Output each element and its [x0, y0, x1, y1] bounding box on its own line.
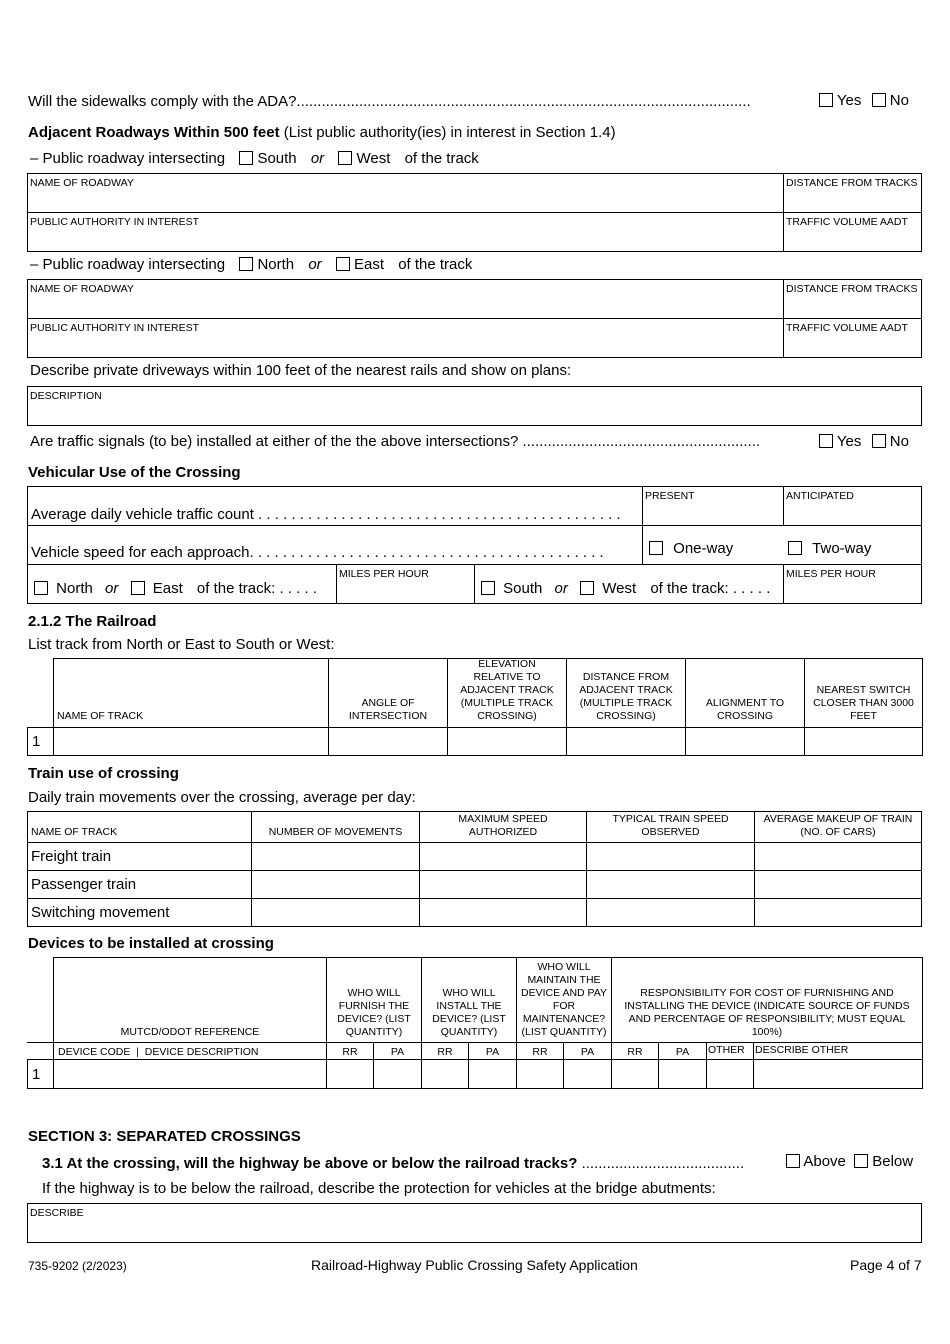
- install-rr-subheader-text: RR: [437, 1046, 453, 1058]
- install-pa-cell[interactable]: [468, 1059, 517, 1089]
- furnish-rr-subheader-text: RR: [342, 1046, 358, 1058]
- train-row-0-max-speed-cell[interactable]: [419, 842, 587, 871]
- traffic-anticipated-field[interactable]: [783, 486, 922, 526]
- device-description-cell[interactable]: [53, 1059, 327, 1089]
- road2-line: [30, 256, 472, 274]
- furnish-pa-subheader: [373, 1042, 422, 1060]
- cost-other-subheader: [706, 1042, 754, 1060]
- furnish-pa-cell[interactable]: [373, 1059, 422, 1089]
- train-row-1-movements-cell[interactable]: [251, 870, 420, 899]
- elevation-header: [447, 658, 567, 728]
- south-west-approach: [474, 564, 784, 604]
- signals-question: Are traffic signals (to be) installed at either of the the above intersections? .........................................................: [30, 433, 761, 450]
- alignment-cell[interactable]: [685, 727, 805, 756]
- angle-header: [328, 658, 448, 728]
- mph-label-1: MILES PER HOUR: [339, 568, 429, 580]
- adjacent-note: (List public authority(ies) in interest in Section 1.4): [279, 124, 616, 141]
- above-label: Above: [803, 1153, 846, 1170]
- road1-or: or: [310, 150, 325, 167]
- track-name-header-text: NAME OF TRACK: [57, 710, 144, 722]
- road2-traffic-field[interactable]: [783, 318, 922, 358]
- road1-intro: – Public roadway intersecting: [30, 150, 226, 167]
- cost-describe-other-subheader-text: DESCRIBE OTHER: [755, 1044, 849, 1056]
- track-row-number: [27, 727, 54, 756]
- signals-no-label: No: [889, 433, 909, 450]
- below-label: Below: [872, 1153, 914, 1170]
- abutment-describe-field[interactable]: [27, 1203, 922, 1243]
- twoway-label: Two-way: [812, 540, 872, 557]
- train-row-1-track-name-cell: [27, 870, 252, 899]
- signals-yes-label: Yes: [836, 433, 862, 450]
- train-name-header: [27, 811, 252, 843]
- speed-label: Vehicle speed for each approach. . . . . . . . . . . . . . . . . . . . . . . . . . . . . . . . . . . . . . . . . . .: [31, 544, 604, 561]
- install-header-text: WHO WILL INSTALL THE DEVICE? (LIST QUANTITY): [432, 987, 506, 1038]
- train-row-1-makeup-cell[interactable]: [754, 870, 922, 899]
- cost-other-subheader-text: OTHER: [708, 1044, 745, 1056]
- approach-south-label: South: [503, 580, 543, 597]
- road2-east-checkbox[interactable]: [336, 257, 350, 271]
- train-row-2-movements-cell[interactable]: [251, 898, 420, 927]
- distance-header: [566, 658, 686, 728]
- track-name-header: [53, 658, 329, 728]
- device-code-subheader: [53, 1042, 327, 1060]
- maintain-rr-cell[interactable]: [516, 1059, 564, 1089]
- train-row-2-makeup-cell[interactable]: [754, 898, 922, 927]
- road2-distance-field[interactable]: [783, 279, 922, 319]
- max-speed-header-text: MAXIMUM SPEED AUTHORIZED: [458, 813, 548, 838]
- train-row-2-track-name-cell: [27, 898, 252, 927]
- above-checkbox[interactable]: [786, 1154, 800, 1168]
- signals-options: [819, 433, 909, 451]
- road2-authority-field[interactable]: [27, 318, 784, 358]
- responsibility-header: [611, 957, 923, 1043]
- movements-header: [251, 811, 420, 843]
- train-row-2-typical-speed-cell[interactable]: [586, 898, 755, 927]
- install-pa-subheader: [468, 1042, 517, 1060]
- footer-form-number: 735-9202 (2/2023): [28, 1259, 127, 1273]
- mutcd-header: [53, 957, 327, 1043]
- north-east-approach: [27, 564, 337, 604]
- road1-west-checkbox[interactable]: [338, 151, 352, 165]
- signals-no-checkbox[interactable]: [872, 434, 886, 448]
- train-row-label: Passenger train: [31, 876, 137, 893]
- switch-header-text: NEAREST SWITCH CLOSER THAN 3000 FEET: [813, 684, 914, 722]
- maintain-header: [516, 957, 612, 1043]
- install-rr-cell[interactable]: [421, 1059, 469, 1089]
- north-east-speed-field[interactable]: [336, 564, 475, 604]
- direction-options: [642, 525, 922, 565]
- cost-rr-cell[interactable]: [611, 1059, 659, 1089]
- traffic-count-label: Average daily vehicle traffic count . . . . . . . . . . . . . . . . . . . . . . . . . . . . . . . . . . . . . . . . . . . .: [31, 506, 621, 523]
- approach-track-1: of the track: . . . . .: [196, 580, 317, 597]
- road1-authority-field[interactable]: [27, 212, 784, 252]
- road2-authority-label: PUBLIC AUTHORITY IN INTEREST: [30, 322, 199, 334]
- oneway-label: One-way: [673, 540, 734, 557]
- device-row-number: [27, 1059, 54, 1089]
- road1-name-field[interactable]: [27, 173, 784, 213]
- cost-other-cell[interactable]: [706, 1059, 754, 1089]
- footer-page: Page 4 of 7: [850, 1257, 922, 1273]
- adjacent-title-text: Adjacent Roadways Within 500 feet: [28, 124, 280, 141]
- train-name-header-text: NAME OF TRACK: [31, 826, 118, 838]
- road1-traffic-field[interactable]: [783, 212, 922, 252]
- abutment-describe-label: DESCRIBE: [30, 1207, 84, 1219]
- road1-west-label: West: [356, 150, 391, 167]
- train-row-label: Switching movement: [31, 904, 170, 921]
- section3-title: SECTION 3: SEPARATED CROSSINGS: [28, 1128, 301, 1145]
- install-rr-subheader: [421, 1042, 469, 1060]
- ada-no-label: No: [889, 92, 909, 109]
- train-title: Train use of crossing: [28, 765, 179, 782]
- cost-pa-subheader-text: PA: [675, 1046, 690, 1058]
- device-number-header: [27, 957, 54, 1043]
- train-row-0-typical-speed-cell[interactable]: [586, 842, 755, 871]
- train-row-0-makeup-cell[interactable]: [754, 842, 922, 871]
- makeup-header-text: AVERAGE MAKEUP OF TRAIN (NO. OF CARS): [763, 813, 913, 838]
- track-number-header: [27, 658, 54, 728]
- typical-speed-header: [586, 811, 755, 843]
- traffic-count-row: [27, 486, 643, 526]
- approach-west-label: West: [602, 580, 637, 597]
- responsibility-header-text: RESPONSIBILITY FOR COST OF FURNISHING AND INSTALLING THE DEVICE (INDICATE SOURCE OF FUNDS AND PERCENTAGE OF RESPONSIBILITY; MUST EQUAL 100%): [624, 987, 910, 1038]
- q31-options: [786, 1153, 913, 1171]
- railroad-title: 2.1.2 The Railroad: [28, 613, 157, 630]
- road2-name-label: NAME OF ROADWAY: [30, 283, 134, 295]
- road1-suffix: of the track: [404, 150, 479, 167]
- driveways-question: Describe private driveways within 100 feet of the nearest rails and show on plans:: [30, 362, 572, 379]
- road2-traffic-label: TRAFFIC VOLUME AADT: [786, 322, 908, 334]
- max-speed-header: [419, 811, 587, 843]
- approach-east-label: East: [152, 580, 183, 597]
- mph-label-2: MILES PER HOUR: [786, 568, 876, 580]
- q31-text: 3.1 At the crossing, will the highway be above or below the railroad tracks?: [42, 1155, 578, 1172]
- track-name-cell[interactable]: [53, 727, 329, 756]
- below-checkbox[interactable]: [854, 1154, 868, 1168]
- cost-describe-other-cell[interactable]: [753, 1059, 923, 1089]
- road2-name-field[interactable]: [27, 279, 784, 319]
- furnish-pa-subheader-text: PA: [390, 1046, 405, 1058]
- cost-describe-other-subheader: [753, 1042, 923, 1060]
- road1-traffic-label: TRAFFIC VOLUME AADT: [786, 216, 908, 228]
- install-header: [421, 957, 517, 1043]
- approach-track-2: of the track: . . . . .: [650, 580, 771, 597]
- approach-north-label: North: [56, 580, 93, 597]
- switch-header: [804, 658, 923, 728]
- road2-north-checkbox[interactable]: [239, 257, 253, 271]
- distance-header-text: DISTANCE FROM ADJACENT TRACK (MULTIPLE TRACK CROSSING): [579, 671, 673, 722]
- footer-title: Railroad-Highway Public Crossing Safety Application: [311, 1257, 638, 1273]
- maintain-header-text: WHO WILL MAINTAIN THE DEVICE AND PAY FOR MAINTENANCE? (LIST QUANTITY): [521, 961, 607, 1038]
- road1-distance-field[interactable]: [783, 173, 922, 213]
- road2-distance-label: DISTANCE FROM TRACKS: [786, 283, 918, 295]
- cost-rr-subheader: [611, 1042, 659, 1060]
- track-row-number-text: 1: [32, 733, 41, 750]
- approach-or-2: or: [554, 580, 568, 597]
- road1-authority-label: PUBLIC AUTHORITY IN INTEREST: [30, 216, 199, 228]
- approach-south-checkbox[interactable]: [481, 581, 495, 595]
- approach-north-checkbox[interactable]: [34, 581, 48, 595]
- approach-east-checkbox[interactable]: [131, 581, 145, 595]
- signals-yes-checkbox[interactable]: [819, 434, 833, 448]
- road2-or: or: [308, 256, 322, 273]
- furnish-rr-subheader: [326, 1042, 374, 1060]
- distance-cell[interactable]: [566, 727, 686, 756]
- alignment-header-text: ALIGNMENT TO CROSSING: [705, 697, 785, 722]
- furnish-rr-cell[interactable]: [326, 1059, 374, 1089]
- cost-pa-cell[interactable]: [658, 1059, 707, 1089]
- ada-yes-checkbox[interactable]: [819, 93, 833, 107]
- q31-dots: .......................................: [577, 1155, 745, 1172]
- road2-suffix: of the track: [398, 256, 473, 273]
- angle-header-text: ANGLE OF INTERSECTION: [348, 697, 428, 722]
- maintain-pa-cell[interactable]: [563, 1059, 612, 1089]
- q31-line: [42, 1155, 744, 1173]
- furnish-header-text: WHO WILL FURNISH THE DEVICE? (LIST QUANTITY): [337, 987, 411, 1038]
- alignment-header: [685, 658, 805, 728]
- device-code-subheader-text: DEVICE CODE | DEVICE DESCRIPTION: [58, 1046, 259, 1058]
- mutcd-header-text: MUTCD/ODOT REFERENCE: [120, 1026, 260, 1038]
- elevation-cell[interactable]: [447, 727, 567, 756]
- devices-title: Devices to be installed at crossing: [28, 935, 274, 952]
- maintain-rr-subheader-text: RR: [532, 1046, 548, 1058]
- maintain-rr-subheader: [516, 1042, 564, 1060]
- road2-north-label: North: [257, 256, 295, 273]
- angle-cell[interactable]: [328, 727, 448, 756]
- twoway-checkbox[interactable]: [788, 541, 802, 555]
- road1-south-label: South: [257, 150, 297, 167]
- driveways-description-field[interactable]: [27, 386, 922, 426]
- approach-or-1: or: [105, 580, 119, 597]
- traffic-anticipated-label: ANTICIPATED: [786, 490, 854, 502]
- traffic-present-label: PRESENT: [645, 490, 695, 502]
- road2-intro: – Public roadway intersecting: [30, 256, 226, 273]
- train-row-2-max-speed-cell[interactable]: [419, 898, 587, 927]
- train-instruction: Daily train movements over the crossing, average per day:: [28, 789, 416, 806]
- road1-line: [30, 150, 479, 168]
- ada-no-checkbox[interactable]: [872, 93, 886, 107]
- ada-yes-label: Yes: [836, 92, 862, 109]
- speed-row: [27, 525, 643, 565]
- cost-pa-subheader: [658, 1042, 707, 1060]
- train-row-label: Freight train: [31, 848, 112, 865]
- train-row-1-typical-speed-cell[interactable]: [586, 870, 755, 899]
- train-row-1-max-speed-cell[interactable]: [419, 870, 587, 899]
- approach-west-checkbox[interactable]: [580, 581, 594, 595]
- road1-south-checkbox[interactable]: [239, 151, 253, 165]
- device-row-number-text: 1: [32, 1066, 41, 1083]
- road1-name-label: NAME OF ROADWAY: [30, 177, 134, 189]
- traffic-present-field[interactable]: [642, 486, 784, 526]
- install-pa-subheader-text: PA: [485, 1046, 500, 1058]
- elevation-header-text: ELEVATION RELATIVE TO ADJACENT TRACK (MULTIPLE TRACK CROSSING): [460, 658, 554, 722]
- driveways-description-label: DESCRIPTION: [30, 390, 102, 402]
- south-west-speed-field[interactable]: [783, 564, 922, 604]
- section3-note: If the highway is to be below the railroad, describe the protection for vehicles at the bridge abutments:: [42, 1180, 716, 1197]
- maintain-pa-subheader-text: PA: [580, 1046, 595, 1058]
- train-row-0-movements-cell[interactable]: [251, 842, 420, 871]
- cost-rr-subheader-text: RR: [627, 1046, 643, 1058]
- adjacent-title: [28, 124, 616, 142]
- movements-header-text: NUMBER OF MOVEMENTS: [268, 826, 403, 838]
- railroad-instruction: List track from North or East to South or West:: [28, 636, 335, 653]
- makeup-header: [754, 811, 922, 843]
- furnish-header: [326, 957, 422, 1043]
- vehicular-title: Vehicular Use of the Crossing: [28, 464, 241, 481]
- oneway-checkbox[interactable]: [649, 541, 663, 555]
- typical-speed-header-text: TYPICAL TRAIN SPEED OBSERVED: [612, 813, 729, 838]
- road1-distance-label: DISTANCE FROM TRACKS: [786, 177, 918, 189]
- switch-cell[interactable]: [804, 727, 923, 756]
- ada-question: Will the sidewalks comply with the ADA?.............................................................................................................: [28, 93, 751, 110]
- maintain-pa-subheader: [563, 1042, 612, 1060]
- road2-east-label: East: [354, 256, 385, 273]
- ada-options: [819, 92, 909, 110]
- train-row-0-track-name-cell: [27, 842, 252, 871]
